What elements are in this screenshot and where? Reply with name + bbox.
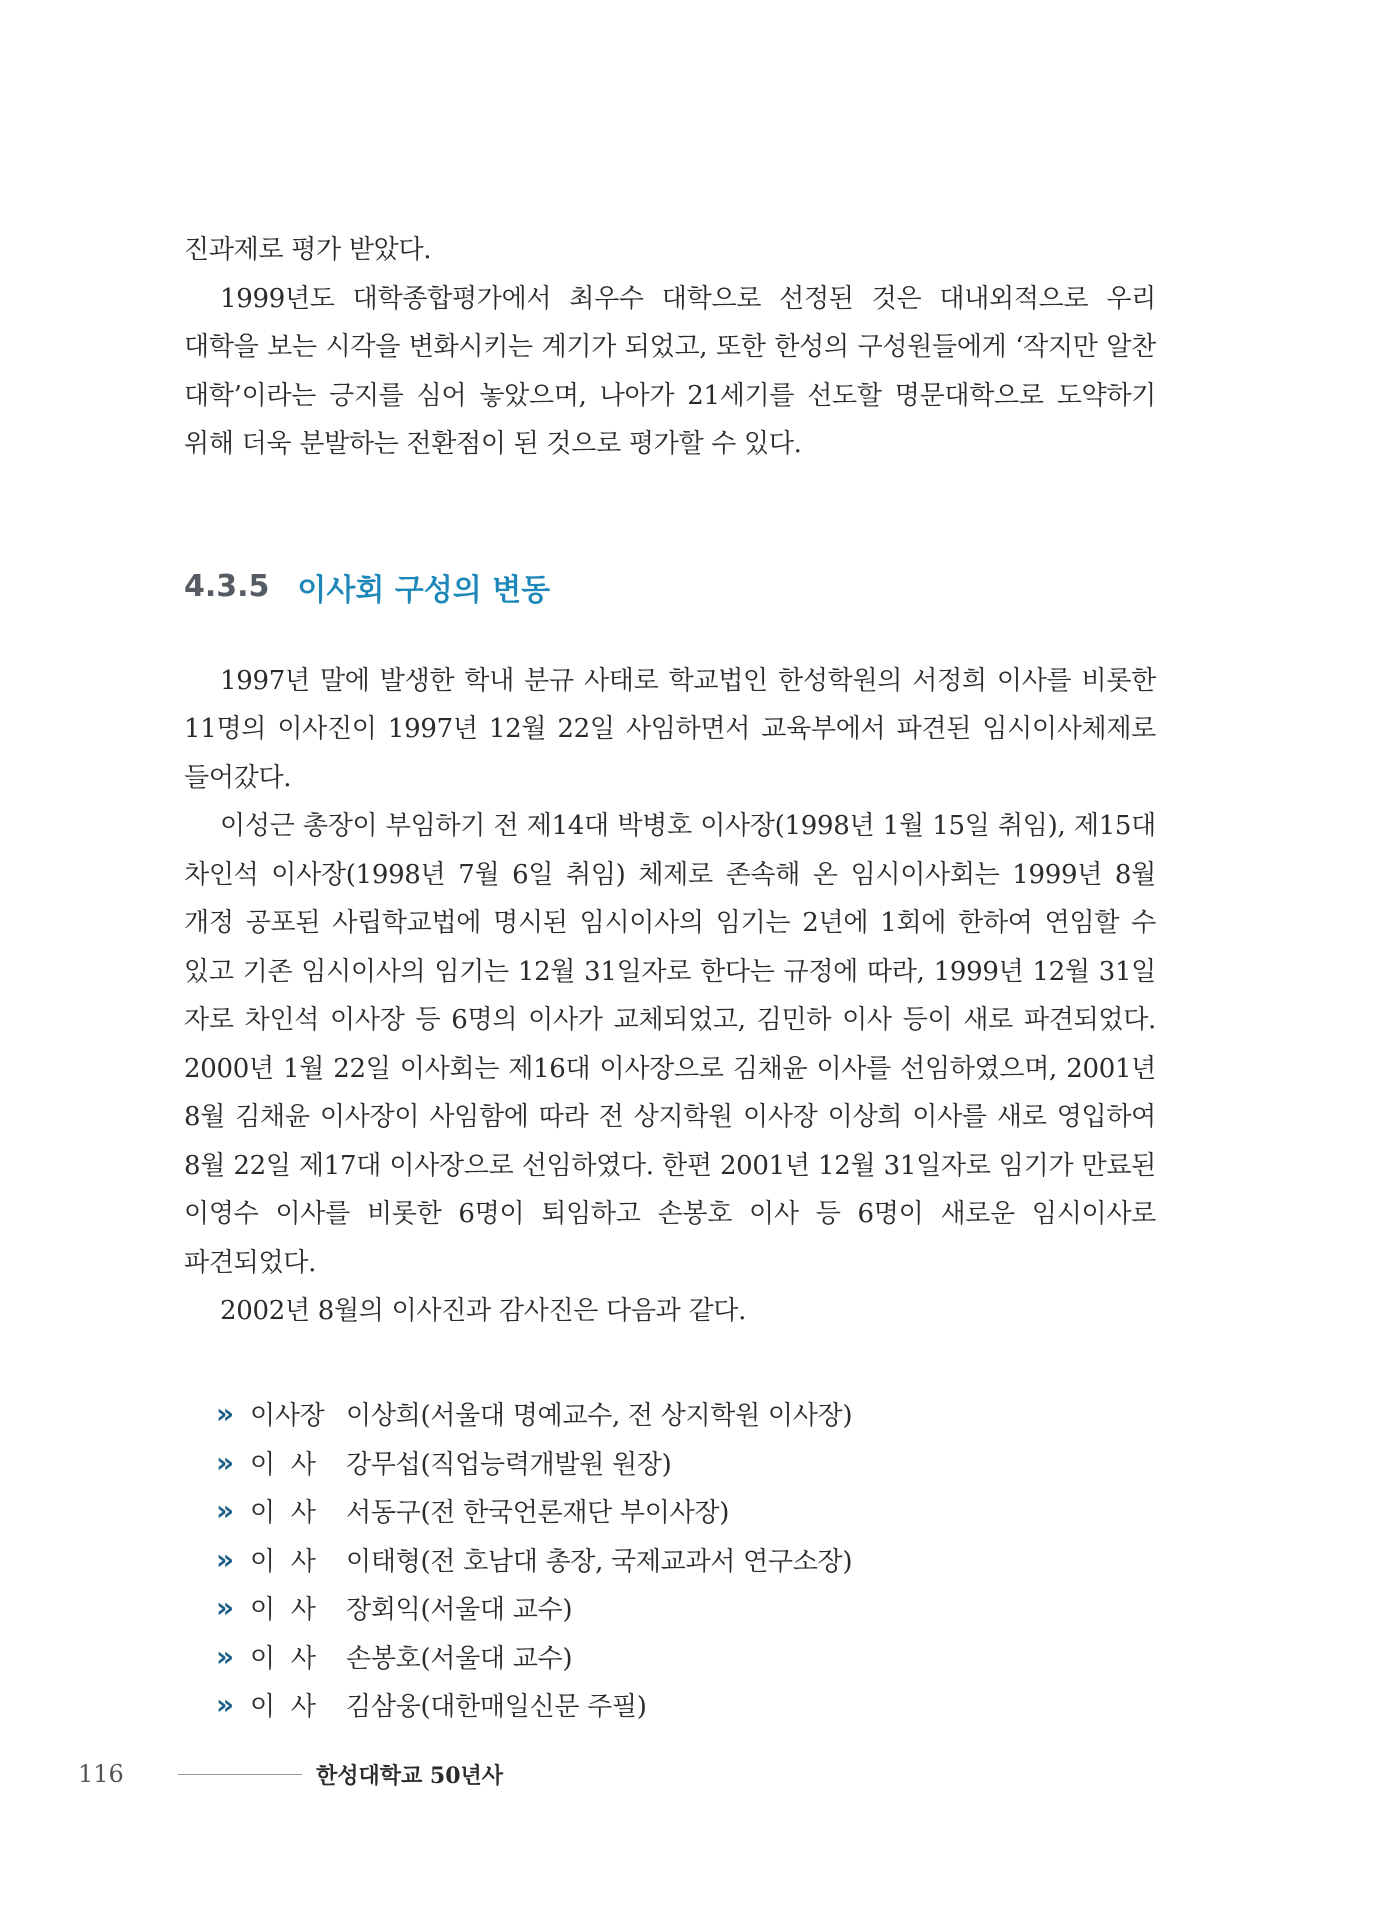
- footer-divider: [178, 1774, 302, 1775]
- member-name: 장회익(서울대 교수): [346, 1595, 573, 1626]
- section-number: 4.3.5: [184, 569, 270, 604]
- section-title: 이사회 구성의 변동: [297, 572, 551, 608]
- double-chevron-right-icon: »: [216, 1542, 231, 1576]
- member-name: 손봉호(서울대 교수): [346, 1643, 573, 1674]
- list-item: [216, 1681, 1156, 1730]
- double-chevron-right-icon: »: [216, 1397, 231, 1431]
- book-title: 한성대학교 50년사: [316, 1762, 504, 1789]
- double-chevron-right-icon: »: [216, 1445, 231, 1479]
- member-name: 이상희(서울대 명예교수, 전 상지학원 이사장): [346, 1401, 853, 1432]
- list-item: [216, 1487, 1156, 1536]
- list-item: [216, 1438, 1156, 1487]
- double-chevron-right-icon: »: [216, 1591, 231, 1625]
- member-role: 이 사: [250, 1449, 316, 1480]
- member-role: 이사장: [250, 1401, 325, 1432]
- member-role: 이 사: [250, 1643, 316, 1674]
- page-content: [184, 226, 1156, 1729]
- member-name: 김삼웅(대한매일신문 주필): [346, 1692, 647, 1723]
- list-item: [216, 1584, 1156, 1633]
- intro-text: [184, 226, 1156, 469]
- intro-paragraph-1: 진과제로 평가 받았다.: [184, 235, 432, 265]
- member-name: 서동구(전 한국언론재단 부이사장): [346, 1498, 730, 1529]
- member-role: 이 사: [250, 1498, 316, 1529]
- member-name: 이태형(전 호남대 총장, 국제교과서 연구소장): [346, 1546, 853, 1577]
- member-role: 이 사: [250, 1692, 316, 1723]
- double-chevron-right-icon: »: [216, 1688, 231, 1722]
- section-paragraph-1: 1997년 말에 발생한 학내 분규 사태로 학교법인 한성학원의 서정희 이사를 비롯한 11명의 이사진이 1997년 12월 22일 사임하면서 교육부에서 파견된 임시이사체제로 들어갔다.: [184, 665, 1156, 793]
- section-heading: [184, 557, 1156, 617]
- section-paragraph-3: 2002년 8월의 이사진과 감사진은 다음과 같다.: [220, 1296, 747, 1326]
- board-member-list: [216, 1390, 1156, 1730]
- member-role: 이 사: [250, 1595, 316, 1626]
- list-item: [216, 1632, 1156, 1681]
- list-item: [216, 1535, 1156, 1584]
- double-chevron-right-icon: »: [216, 1494, 231, 1528]
- page-footer: [78, 1757, 503, 1791]
- member-role: 이 사: [250, 1546, 316, 1577]
- page-number: 116: [78, 1760, 124, 1788]
- double-chevron-right-icon: »: [216, 1639, 231, 1673]
- section-paragraph-2: 이성근 총장이 부임하기 전 제14대 박병호 이사장(1998년 1월 15일 취임), 제15대 차인석 이사장(1998년 7월 6일 취임) 체제로 존속해 온 임시이사회는 1999년 8월 개정 공포된 사립학교법에 명시된 임시이사의 임기는 2년에 1회에 한하여 연임할 수 있고 기존 임시이사의 임기는 12월 31일자로 한다는 규정에 따라, 1999년 12월 31일 자로 차인석 이사장 등 6명의 이사가 교체되었고, 김민하 이사 등이 새로 파견되었다. 2000년 1월 22일 이사회는 제16대 이사장으로 김채윤 이사를 선임하였으며, 2001년 8월 김채윤 이사장이 사임함에 따라 전 상지학원 이사장 이상희 이사를 새로 영입하여 8월 22일 제17대 이사장으로 선임하였다. 한편 2001년 12월 31일자로 임기가 만료된 이영수 이사를 비롯한 6명이 퇴임하고 손봉호 이사 등 6명이 새로운 임시이사로 파견되었다.: [184, 811, 1156, 1278]
- list-item: [216, 1390, 1156, 1439]
- section-body: [184, 657, 1156, 1336]
- intro-paragraph-2: 1999년도 대학종합평가에서 최우수 대학으로 선정된 것은 대내외적으로 우리 대학을 보는 시각을 변화시키는 계기가 되었고, 또한 한성의 구성원들에게 ‘작지만 알찬 대학’이라는 긍지를 심어 놓았으며, 나아가 21세기를 선도할 명문대학으로 도약하기 위해 더욱 분발하는 전환점이 된 것으로 평가할 수 있다.: [184, 283, 1156, 459]
- member-name: 강무섭(직업능력개발원 원장): [346, 1449, 672, 1480]
